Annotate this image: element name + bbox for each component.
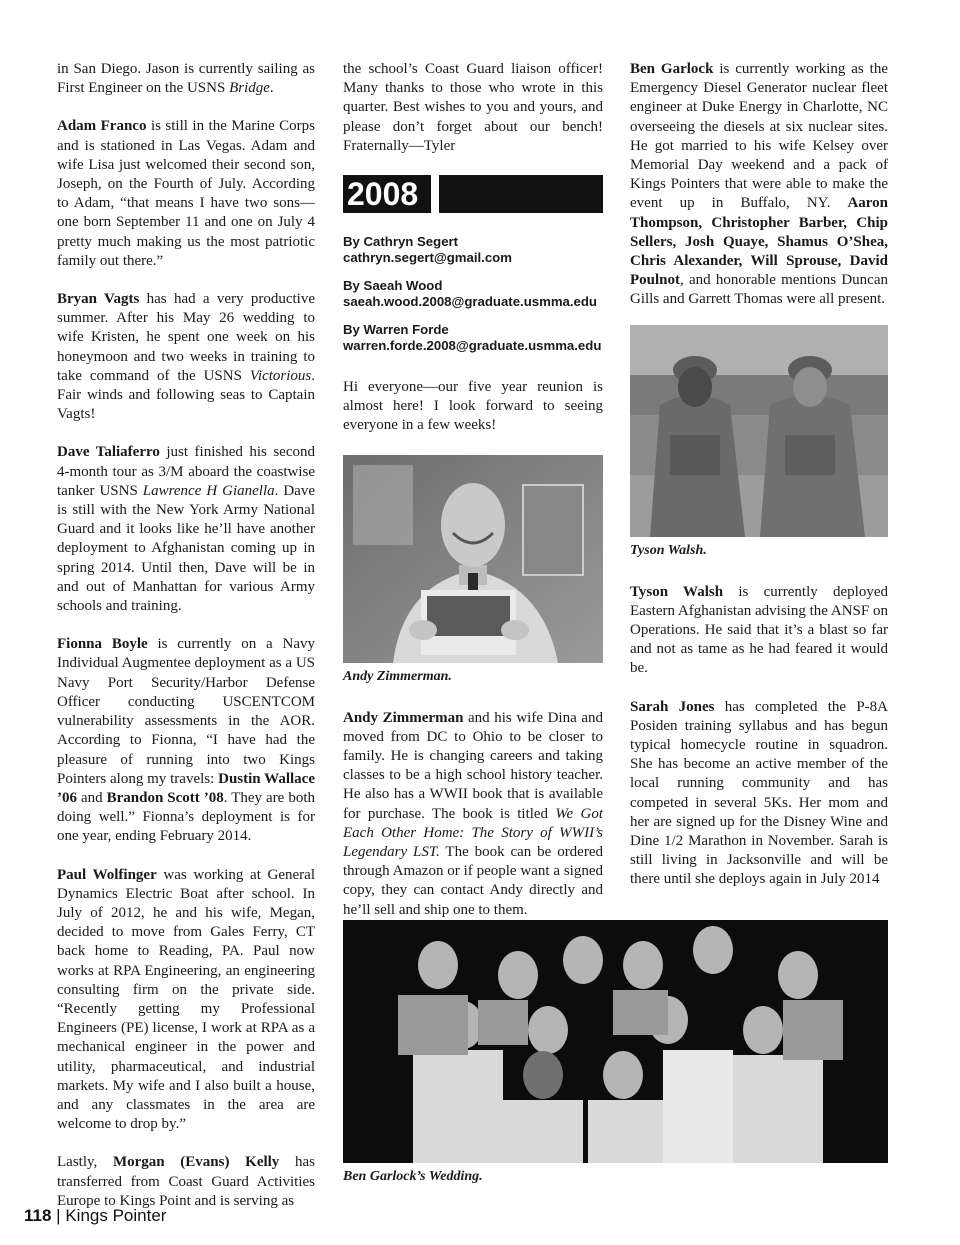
- article-paragraph: Tyson Walsh is currently deployed Eastern Afghanistan advising the ANSF on Operations. He said that it’s a blast so far and not as tame as he had feared it would be.: [630, 583, 888, 677]
- email-link[interactable]: cathryn.segert@gmail.com: [343, 250, 512, 266]
- photo-image: [630, 325, 888, 537]
- article-paragraph: Adam Franco is still in the Marine Corps and is stationed in Las Vegas. Adam and wife Lisa just welcomed their second son, Joseph, on the Fourth of July. According to Adam, “that means I have two sons—one born September 11 and one on July 4 pretty much making us the most patriotic family out there.”: [57, 118, 315, 269]
- article-paragraph: Hi everyone—our five year reunion is almost here! I look forward to seeing everyone in a few weeks!: [343, 379, 603, 434]
- header-bar: [439, 175, 603, 213]
- photo-image: [343, 455, 603, 663]
- article-paragraph: Sarah Jones has completed the P-8A Posiden training syllabus and has begun typical homecycle routine in squadron. She has become an active member of the local running community and has competed in several 5Ks. Her mom and her are signed up for the Disney Wine and Dine 1/2 Marathon in November. Sarah is still living in Jacksonville and will be there until she deploys again in July 2014: [630, 698, 888, 888]
- footer-separator: |: [56, 1206, 61, 1225]
- byline: By Warren Forde warren.forde.2008@graduate.usmma.edu: [343, 322, 602, 354]
- class-year-label: 2008: [343, 175, 431, 213]
- photo-caption: Tyson Walsh.: [630, 542, 707, 558]
- tyson-walsh-photo: [630, 325, 888, 537]
- email-link[interactable]: warren.forde.2008@graduate.usmma.edu: [343, 338, 602, 354]
- wedding-photo: [343, 920, 888, 1163]
- class-year-header: [343, 175, 603, 213]
- column-2: [343, 60, 603, 939]
- page-footer: [24, 1206, 166, 1226]
- photo-caption: Andy Zimmerman.: [343, 668, 452, 684]
- article-paragraph: the school’s Coast Guard liaison officer! Many thanks to those who wrote in this quarter. Best wishes to you and yours, and please don’t forget about our bench! Fraternally—Tyler: [343, 61, 603, 154]
- email-link[interactable]: saeah.wood.2008@graduate.usmma.edu: [343, 294, 597, 310]
- andy-zimmerman-photo: [343, 455, 603, 663]
- article-paragraph: Fionna Boyle is currently on a Navy Individual Augmentee deployment as a US Navy Port Security/Harbor Defense Officer conducting USCENTCOM vulnerability assessments in the AOR. According to Fionna, “I have had the pleasure of running into two Kings Pointers along my travels: Dustin Wallace ’06 and Brandon Scott ’08. They are both doing well.” Fionna’s deployment is for one year, ending February 2014.: [57, 636, 316, 845]
- column-3: [630, 60, 888, 909]
- byline: By Saeah Wood saeah.wood.2008@graduate.usmma.edu: [343, 278, 603, 310]
- article-paragraph: Dave Taliaferro just finished his second 4-month tour as 3/M aboard the coastwise tanker USNS Lawrence H Gianella. Dave is still with the New York Army National Guard and it looks like he’ll have another deployment to Afghanistan coming up in spring 2014. Until then, Dave will be in and out of Manhattan for various Army schools and training.: [57, 444, 315, 615]
- column-1: [57, 60, 315, 1230]
- publication-title: Kings Pointer: [65, 1206, 167, 1225]
- article-paragraph: Bryan Vagts has had a very productive summer. After his May 26 wedding to wife Kristen, he spent one week on his honeymoon and two weeks in training to take command of the USNS Victorious. Fair winds and following seas to Captain Vagts!: [57, 291, 316, 423]
- article-paragraph: Lastly, Morgan (Evans) Kelly has transferred from Coast Guard Activities Europe to Kings Point and is serving as: [57, 1154, 315, 1209]
- article-paragraph: Andy Zimmerman and his wife Dina and moved from DC to Ohio to be closer to family. He is changing careers and taking classes to be a high school history teacher. He also has a WWII book that is available for purchase. The book is titled We Got Each Other Home: The Story of WWII’s Legendary LST. The book can be ordered through Amazon or if people want a signed copy, they can contact Andy directly and he’ll sell and ship one to them.: [343, 709, 603, 918]
- photo-caption: Ben Garlock’s Wedding.: [343, 1169, 483, 1184]
- byline: By Cathryn Segert cathryn.segert@gmail.com: [343, 234, 603, 266]
- article-paragraph: Ben Garlock is currently working as the Emergency Diesel Generator nuclear fleet engineer at Duke Energy in Charlotte, NC overseeing the diesels at six nuclear sites. He got married to his wife Kelsey over Memorial Day weekend and a pack of Kings Pointers that were able to make the event up in Buffalo, NY. Aaron Thompson, Christopher Barber, Chip Sellers, Josh Quaye, Shamus O’Shea, Chris Alexander, Will Sprouse, David Poulnot, and honorable mentions Duncan Gills and Garrett Thomas were all present.: [630, 61, 888, 308]
- page-number: 118: [24, 1206, 52, 1225]
- article-paragraph: Paul Wolfinger was working at General Dynamics Electric Boat after school. In July of 2012, he and his wife, Megan, decided to move from Gales Ferry, CT back home to Reading, PA. Paul now works at RPA Engineering, an engineering consulting firm on the private side. “Recently getting my Professional Engineers (PE) license, I work at RPA as a mechanical engineer in the power and utility, pharmaceutical, and industrial markets. My wife and I also built a house, and any classmates in the area are welcome to drop by.”: [57, 866, 316, 1133]
- article-paragraph: in San Diego. Jason is currently sailing as First Engineer on the USNS Bridge.: [57, 61, 315, 97]
- photo-image: [343, 920, 888, 1163]
